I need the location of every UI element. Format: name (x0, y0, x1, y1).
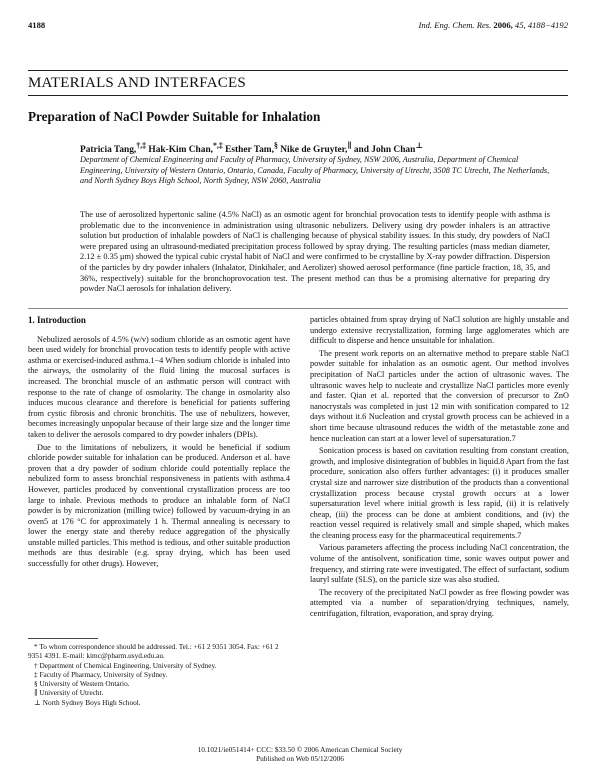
author-name: Esther Tam, (222, 145, 274, 156)
footnote-affiliation: § University of Western Ontario. (34, 679, 130, 689)
body-paragraph: Due to the limitations of nebulizers, it would be beneficial if sodium chloride powder suitable for inhalation can be produced. Anderson et al. have proven that a dry powder of sodium chloride could potentially replace the nebulized form to assess bronchial responsiveness in patients with asthma.4 However, particles produced by conventional crystallization process are too large to inhale. Previous methods to produce an inhalable form of NaCl powder is by micronization (milling twice) followed by vacuum-drying in an oven5 at 176 °C for approximately 1 h. Thermal annealing is necessary to lower the energy state and thereby reduce aggregation of the physically unstable milled particles. This method is tedious, and other suitable production methods are thus desirable (e.g. spray drying, which has been used successfully for other drugs). However, (28, 442, 290, 569)
body-paragraph: The recovery of the precipitated NaCl powder as free flowing powder was attempted via a number of separation/drying techniques, namely, centrifugation, filtration, evaporation, and spray drying. (310, 587, 569, 619)
footnote-affiliation: ‡ Faculty of Pharmacy, University of Sydney. (34, 669, 168, 679)
section-rule-bottom (28, 95, 568, 96)
author-marker: § (273, 141, 278, 150)
journal-year: 2006, (493, 20, 513, 30)
journal-citation (418, 20, 568, 30)
page-footer (0, 746, 600, 763)
author-list (80, 141, 423, 155)
footnotes (28, 642, 293, 707)
footnote-correspondence: * To whom correspondence should be addressed. Tel.: +61 2 9351 3054. Fax: +61 2 9351 4391. E-mail: kimc@pharm.usyd.edu.au. (28, 642, 279, 661)
author-name: and John Chan (351, 145, 416, 156)
journal-volume-pages: 45, 4188−4192 (514, 20, 568, 30)
footnote-affiliation: † Department of Chemical Engineering, University of Sydney. (34, 660, 217, 670)
author-marker: †,‡ (136, 141, 147, 150)
left-column (28, 315, 290, 572)
author-marker: ⊥ (415, 141, 423, 150)
body-paragraph: The present work reports on an alternative method to prepare stable NaCl powder suitable for inhalation as an osmotic agent. Our method involves precipitation of NaCl particles under the action of ultrasonic waves. The ultrasonic waves help to nucleate and crystallize NaCl particles more evenly and faster. Qian et al. reported that the conversion of precursor to ZnO nanocrystals was completed in just 12 min with sonification compared to 12 days without it.6 Nucleation and crystal growth process can be achieved in a short time because ultrasound reduces the width of the metastable zone and hence nucleation can start at a lower level of supersaturation.7 (310, 348, 569, 443)
abstract-divider (28, 308, 568, 309)
page-number: 4188 (28, 20, 46, 30)
footnote-rule (28, 638, 98, 639)
doi-copyright-line: 10.1021/ie051414+ CCC: $33.50 © 2006 American Chemical Society (197, 745, 403, 754)
section-heading: MATERIALS AND INTERFACES (28, 75, 246, 91)
footnote-affiliation: ∥ University of Utrecht. (34, 688, 104, 698)
author-marker: ∥ (347, 141, 352, 150)
abstract: The use of aerosolized hypertonic saline (4.5% NaCl) as an osmotic agent for bronchial provocation tests to identify people with asthma is problematic due to the inconvenience in administration using ultrasonic nebulizers. Delivery using dry powder inhalers is an attractive solution but production of inhalable powders of NaCl is challenging because of physical stability issues. In this study, dry powders of NaCl were prepared using an ultrasound-mediated precipitation process followed by spray drying. The resulting particles (mass median diameter, 2.12 ± 0.35 μm) showed the typical cubic crystal habit of NaCl and were confirmed to be crystalline by X-ray powder diffraction. Dispersion of the particles by dry powder inhalers (Inhalator, Dinkihaler, and Aerolizer) showed aerosol performance (fine particle fraction, 18, 35, and 36%, respectively) suitable for the bronchoprovocation test. The present method can thus be a promising alternative for preparing dry powder NaCl aerosols for inhalation delivery. (80, 210, 550, 294)
footnote-affiliation: ⊥ North Sydney Boys High School. (34, 697, 141, 707)
body-paragraph: Sonication process is based on cavitation resulting from constant creation, growth, and implosive disintegration of bubbles in liquid.8 Apart from the fast procedure, sonication also offers further advantages: (i) it produces smaller crystal size and narrower size distribution of the products than a conventional crystallization process because crystal growth occurs at a lower supersaturation level where initial growth is less rapid, (ii) it is relatively cheap, (iii) the process can be done at ambient conditions, and (iv) the reaction vessel required is relatively small and simple shaped, which makes the cleaning process easy for the pharmaceutical requirements.7 (310, 446, 569, 540)
author-name: Hak-Kim Chan, (146, 145, 214, 156)
introduction-heading: 1. Introduction (28, 315, 86, 325)
article-title: Preparation of NaCl Powder Suitable for Inhalation (28, 109, 321, 124)
publication-date: Published on Web 05/12/2006 (256, 753, 344, 763)
body-paragraph: particles obtained from spray drying of NaCl solution are highly unstable and undergo extensive recrystallization, forming large agglomerates which are difficult to disperse and hence unsuitable for inhalation. (310, 315, 569, 346)
affiliations: Department of Chemical Engineering and Faculty of Pharmacy, University of Sydney, NSW 2006, Australia, Department of Chemical Engineering, University of Western Ontario, Ontario, Canada, Faculty of Pharmacy, University of Utrecht, 3508 TC Utrecht, The Netherlands, and North Sydney Boys High School, North Sydney, NSW 2060, Australia (80, 155, 550, 186)
body-paragraph: Various parameters affecting the process including NaCl concentration, the volume of the antisolvent, sonification time, sonic waves output power and frequency, and stirring rate were investigated. The effect of surfactant, sodium lauryl sulfate (SLS), on the particle size was also studied. (310, 543, 569, 585)
journal-abbrev: Ind. Eng. Chem. Res. (418, 20, 492, 30)
author-name: Nike de Gruyter, (277, 145, 348, 156)
author-name: Patricia Tang, (80, 145, 137, 156)
section-rule-top (28, 70, 568, 71)
right-column (310, 315, 569, 622)
body-paragraph: Nebulized aerosols of 4.5% (w/v) sodium chloride as an osmotic agent have been used widely for bronchial provocation tests to identify people with active asthma or exercised-induced asthma.1−4 When sodium chloride is inhaled into the airways, the osmolarity of the fluid lining the mucosal surfaces is increased. The bronchial muscle of an asthmatic person will contract with response to the rate of change of osmolarity. The change in osmolarity also induces mucous clearance and therefore is beneficial for patients suffering from cystic fibrosis and chronic bronchitis. The use of nebulizers, however, becomes increasingly unpopular because of their large size and the longer time taken to deliver the aerosols compared to dry powder inhalers (DPIs). (28, 334, 290, 439)
author-marker: *,‡ (213, 141, 223, 150)
